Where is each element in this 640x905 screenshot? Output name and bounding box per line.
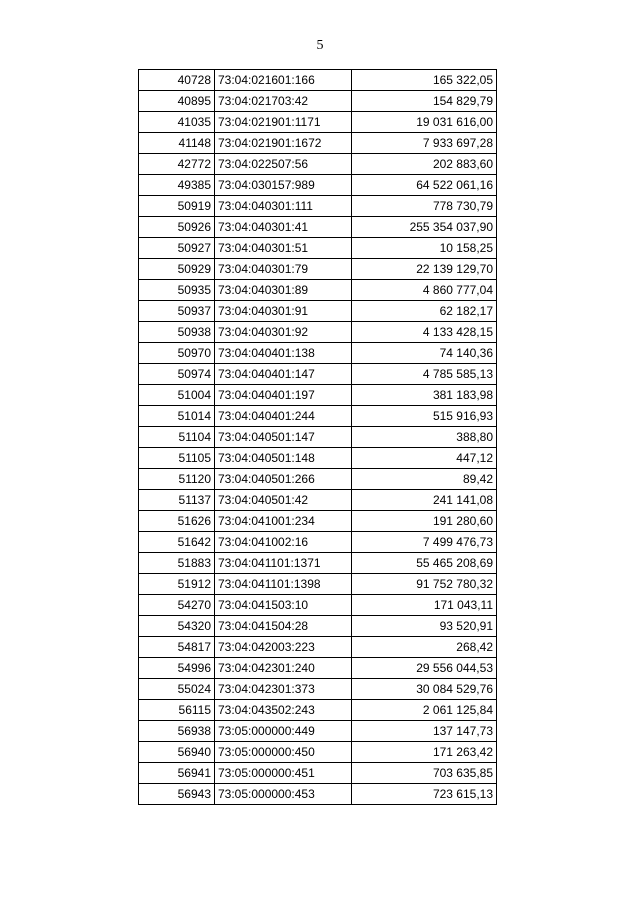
cadastral-number-cell: 73:04:041002:16 [215, 532, 352, 553]
row-number-cell: 50974 [139, 364, 215, 385]
row-number-cell: 56115 [139, 700, 215, 721]
cadastral-value-cell: 7 933 697,28 [352, 133, 497, 154]
cadastral-value-cell: 89,42 [352, 469, 497, 490]
cadastral-value-cell: 268,42 [352, 637, 497, 658]
cadastral-value-cell: 241 141,08 [352, 490, 497, 511]
cadastral-value-cell: 515 916,93 [352, 406, 497, 427]
table-row [139, 70, 497, 91]
row-number-cell: 40728 [139, 70, 215, 91]
cadastral-value-cell: 165 322,05 [352, 70, 497, 91]
row-number-cell: 41148 [139, 133, 215, 154]
cadastral-number-cell: 73:05:000000:451 [215, 763, 352, 784]
cadastral-number-cell: 73:04:040301:111 [215, 196, 352, 217]
cadastral-number-cell: 73:05:000000:450 [215, 742, 352, 763]
table-row [139, 532, 497, 553]
cadastral-value-cell: 55 465 208,69 [352, 553, 497, 574]
table-row [139, 679, 497, 700]
cadastral-value-cell: 4 133 428,15 [352, 322, 497, 343]
table-row [139, 763, 497, 784]
cadastral-number-cell: 73:04:040301:91 [215, 301, 352, 322]
cadastral-number-cell: 73:04:040501:266 [215, 469, 352, 490]
cadastral-value-cell: 388,80 [352, 427, 497, 448]
table-row [139, 364, 497, 385]
table-row [139, 511, 497, 532]
table-row [139, 343, 497, 364]
table-row [139, 721, 497, 742]
row-number-cell: 54320 [139, 616, 215, 637]
cadastral-value-cell: 447,12 [352, 448, 497, 469]
cadastral-number-cell: 73:04:040401:147 [215, 364, 352, 385]
table-row [139, 595, 497, 616]
cadastral-number-cell: 73:04:040501:42 [215, 490, 352, 511]
table-row [139, 448, 497, 469]
cadastral-value-cell: 4 860 777,04 [352, 280, 497, 301]
cadastral-number-cell: 73:04:042301:373 [215, 679, 352, 700]
cadastral-value-cell: 93 520,91 [352, 616, 497, 637]
cadastral-value-cell: 7 499 476,73 [352, 532, 497, 553]
cadastral-value-cell: 171 043,11 [352, 595, 497, 616]
cadastral-number-cell: 73:04:040301:89 [215, 280, 352, 301]
table-row [139, 406, 497, 427]
cadastral-number-cell: 73:04:021901:1672 [215, 133, 352, 154]
cadastral-number-cell: 73:05:000000:453 [215, 784, 352, 805]
table-row [139, 133, 497, 154]
table-row [139, 196, 497, 217]
table-row [139, 280, 497, 301]
row-number-cell: 50919 [139, 196, 215, 217]
row-number-cell: 49385 [139, 175, 215, 196]
cadastral-value-cell: 29 556 044,53 [352, 658, 497, 679]
table-row [139, 322, 497, 343]
row-number-cell: 56943 [139, 784, 215, 805]
row-number-cell: 55024 [139, 679, 215, 700]
cadastral-value-table [138, 69, 497, 805]
cadastral-number-cell: 73:04:041101:1371 [215, 553, 352, 574]
cadastral-value-cell: 154 829,79 [352, 91, 497, 112]
cadastral-value-cell: 62 182,17 [352, 301, 497, 322]
table-row [139, 658, 497, 679]
cadastral-number-cell: 73:04:041503:10 [215, 595, 352, 616]
table-row [139, 700, 497, 721]
table-row [139, 616, 497, 637]
cadastral-number-cell: 73:04:040501:147 [215, 427, 352, 448]
cadastral-number-cell: 73:04:042301:240 [215, 658, 352, 679]
table-row [139, 469, 497, 490]
table-row [139, 742, 497, 763]
cadastral-number-cell: 73:04:040301:92 [215, 322, 352, 343]
row-number-cell: 54817 [139, 637, 215, 658]
row-number-cell: 50938 [139, 322, 215, 343]
cadastral-number-cell: 73:04:040401:138 [215, 343, 352, 364]
cadastral-number-cell: 73:04:040401:197 [215, 385, 352, 406]
row-number-cell: 50970 [139, 343, 215, 364]
row-number-cell: 51137 [139, 490, 215, 511]
cadastral-value-cell: 191 280,60 [352, 511, 497, 532]
table-row [139, 175, 497, 196]
table-row [139, 301, 497, 322]
row-number-cell: 51883 [139, 553, 215, 574]
row-number-cell: 56938 [139, 721, 215, 742]
cadastral-number-cell: 73:04:042003:223 [215, 637, 352, 658]
cadastral-number-cell: 73:04:040301:41 [215, 217, 352, 238]
table-row [139, 553, 497, 574]
table-row [139, 259, 497, 280]
cadastral-number-cell: 73:05:000000:449 [215, 721, 352, 742]
cadastral-value-cell: 703 635,85 [352, 763, 497, 784]
table-row [139, 154, 497, 175]
row-number-cell: 41035 [139, 112, 215, 133]
row-number-cell: 51004 [139, 385, 215, 406]
row-number-cell: 51120 [139, 469, 215, 490]
cadastral-number-cell: 73:04:040401:244 [215, 406, 352, 427]
cadastral-number-cell: 73:04:041101:1398 [215, 574, 352, 595]
table-row [139, 427, 497, 448]
row-number-cell: 51104 [139, 427, 215, 448]
row-number-cell: 54996 [139, 658, 215, 679]
cadastral-value-cell: 381 183,98 [352, 385, 497, 406]
table-row [139, 574, 497, 595]
row-number-cell: 54270 [139, 595, 215, 616]
row-number-cell: 56940 [139, 742, 215, 763]
row-number-cell: 51626 [139, 511, 215, 532]
row-number-cell: 51642 [139, 532, 215, 553]
cadastral-value-cell: 255 354 037,90 [352, 217, 497, 238]
row-number-cell: 40895 [139, 91, 215, 112]
cadastral-number-cell: 73:04:022507:56 [215, 154, 352, 175]
cadastral-value-cell: 74 140,36 [352, 343, 497, 364]
cadastral-value-cell: 19 031 616,00 [352, 112, 497, 133]
cadastral-number-cell: 73:04:030157:989 [215, 175, 352, 196]
row-number-cell: 50929 [139, 259, 215, 280]
row-number-cell: 42772 [139, 154, 215, 175]
table-row [139, 217, 497, 238]
cadastral-number-cell: 73:04:021901:1171 [215, 112, 352, 133]
table-row [139, 238, 497, 259]
row-number-cell: 50926 [139, 217, 215, 238]
cadastral-number-cell: 73:04:043502:243 [215, 700, 352, 721]
cadastral-number-cell: 73:04:040301:51 [215, 238, 352, 259]
cadastral-number-cell: 73:04:041504:28 [215, 616, 352, 637]
cadastral-value-cell: 778 730,79 [352, 196, 497, 217]
cadastral-value-cell: 22 139 129,70 [352, 259, 497, 280]
table-body [139, 70, 497, 805]
row-number-cell: 51105 [139, 448, 215, 469]
row-number-cell: 50935 [139, 280, 215, 301]
cadastral-number-cell: 73:04:041001:234 [215, 511, 352, 532]
row-number-cell: 51014 [139, 406, 215, 427]
cadastral-value-cell: 723 615,13 [352, 784, 497, 805]
cadastral-value-cell: 171 263,42 [352, 742, 497, 763]
cadastral-value-cell: 202 883,60 [352, 154, 497, 175]
cadastral-value-cell: 4 785 585,13 [352, 364, 497, 385]
page-number: 5 [316, 38, 324, 53]
cadastral-value-cell: 30 084 529,76 [352, 679, 497, 700]
table-row [139, 784, 497, 805]
cadastral-number-cell: 73:04:040501:148 [215, 448, 352, 469]
row-number-cell: 51912 [139, 574, 215, 595]
row-number-cell: 50937 [139, 301, 215, 322]
table-row [139, 490, 497, 511]
table-row [139, 112, 497, 133]
cadastral-number-cell: 73:04:021601:166 [215, 70, 352, 91]
cadastral-value-cell: 137 147,73 [352, 721, 497, 742]
row-number-cell: 56941 [139, 763, 215, 784]
cadastral-value-cell: 2 061 125,84 [352, 700, 497, 721]
cadastral-number-cell: 73:04:021703:42 [215, 91, 352, 112]
cadastral-number-cell: 73:04:040301:79 [215, 259, 352, 280]
row-number-cell: 50927 [139, 238, 215, 259]
table-row [139, 385, 497, 406]
table-row [139, 91, 497, 112]
table-row [139, 637, 497, 658]
cadastral-value-cell: 91 752 780,32 [352, 574, 497, 595]
cadastral-value-cell: 64 522 061,16 [352, 175, 497, 196]
cadastral-value-cell: 10 158,25 [352, 238, 497, 259]
